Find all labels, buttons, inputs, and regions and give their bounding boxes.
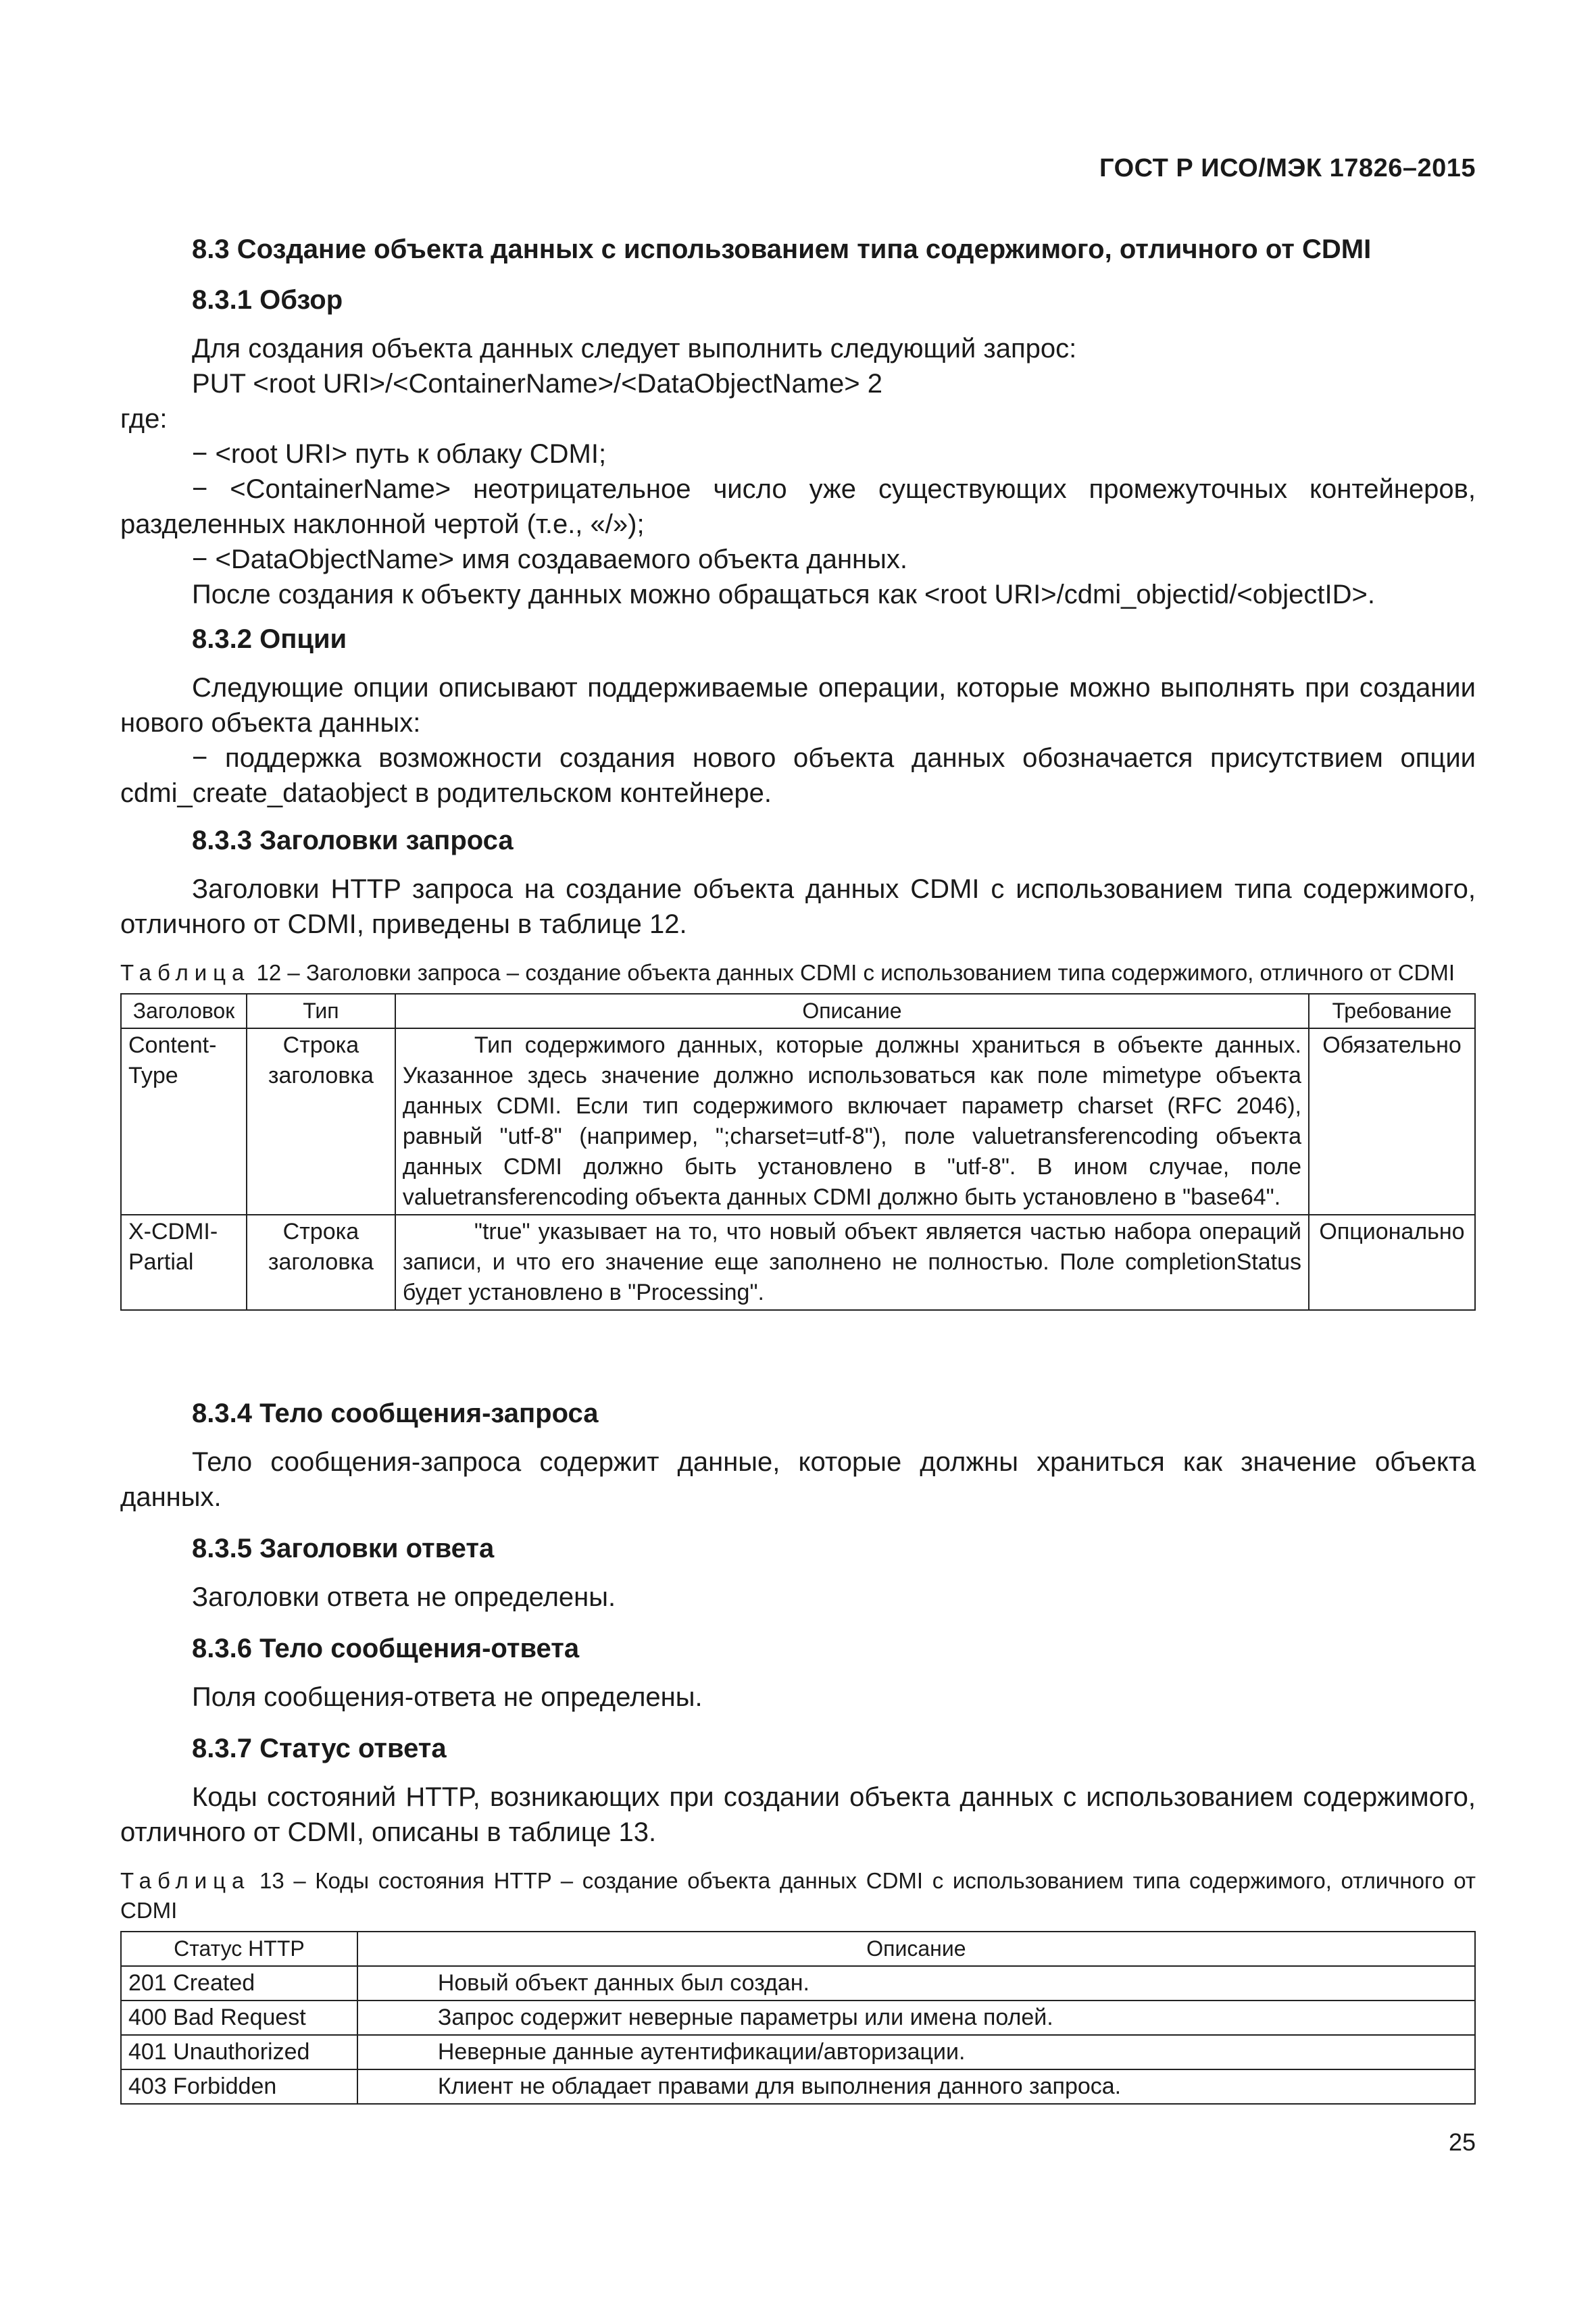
cell-type: Строка заголовка <box>247 1028 395 1215</box>
cell-status: 401 Unauthorized <box>121 2035 357 2069</box>
subsection-title: 8.3.5 Заголовки ответа <box>192 1534 495 1563</box>
table-row <box>121 1215 1475 1310</box>
subsection-8-3-7 <box>120 1732 1476 1850</box>
cell-header-name: Content-Type <box>121 1028 247 1215</box>
list-item: − <DataObjectName> имя создаваемого объекта данных. <box>192 545 908 574</box>
table-caption <box>120 958 1476 988</box>
status-table <box>120 1931 1476 2105</box>
subsection-title: 8.3.2 Опции <box>192 624 347 654</box>
cell-status: 400 Bad Request <box>121 2001 357 2035</box>
paragraph: Для создания объекта данных следует выполнить следующий запрос: <box>192 334 1077 363</box>
subsection-8-3-6 <box>120 1632 1476 1715</box>
section-title: 8.3 Создание объекта данных с использованием типа содержимого, отличного от CDMI <box>192 234 1372 264</box>
subsection-8-3-3 <box>120 824 1476 942</box>
subsection-8-3-2 <box>120 623 1476 811</box>
section-8-3 <box>120 233 1476 266</box>
paragraph: После создания к объекту данных можно обращаться как <root URI>/cdmi_objectid/<objectID>. <box>192 580 1375 609</box>
table-header-row <box>121 994 1475 1028</box>
paragraph: Тело сообщения-запроса содержит данные, которые должны храниться как значение объекта данных. <box>120 1447 1476 1512</box>
table-12 <box>120 958 1476 1311</box>
cell-header-name: X-CDMI-Partial <box>121 1215 247 1310</box>
column-header: Тип <box>247 994 395 1028</box>
caption-text: 13 – Коды состояния HTTP – создание объекта данных CDMI с использованием типа содержимого, отличного от CDMI <box>120 1868 1476 1923</box>
subsection-8-3-5 <box>120 1532 1476 1615</box>
headers-table <box>120 993 1476 1311</box>
description-text: Тип содержимого данных, которые должны храниться в объекте данных. Указанное здесь значение должно использоваться как поле mimetype объекта данных CDMI. Если тип содержимого включает параметр charset (RFC 2046), равный "utf-8" (например, ";charset=utf-8"), поле valuetransferencoding объекта данных CDMI должно быть установлено в "utf-8". В ином случае, поле valuetransferencoding объекта данных CDMI должно быть установлено в "base64". <box>402 1032 1301 1210</box>
table-13 <box>120 1866 1476 2105</box>
paragraph: Коды состояний HTTP, возникающих при создании объекта данных с использованием содержимого, отличного от CDMI, описаны в таблице 13. <box>120 1782 1476 1847</box>
description-text: "true" указывает на то, что новый объект является частью набора операций записи, и что его значение еще заполнено не полностью. Поле completionStatus будет установлено в "Processing". <box>402 1219 1301 1305</box>
page-number: 25 <box>1448 2128 1476 2156</box>
document-code: ГОСТ Р ИСО/МЭК 17826–2015 <box>1099 154 1476 182</box>
subsection-title: 8.3.7 Статус ответа <box>192 1734 447 1763</box>
subsection-title: 8.3.4 Тело сообщения-запроса <box>192 1399 599 1428</box>
table-row <box>121 2035 1475 2069</box>
table-header-row <box>121 1932 1475 1966</box>
table-row <box>121 2069 1475 2104</box>
cell-description: Новый объект данных был создан. <box>357 1966 1475 2001</box>
cell-description <box>395 1215 1309 1310</box>
column-header: Статус HTTP <box>121 1932 357 1966</box>
cell-description <box>395 1028 1309 1215</box>
subsection-title: 8.3.6 Тело сообщения-ответа <box>192 1634 580 1663</box>
list-item: − поддержка возможности создания нового объекта данных обозначается присутствием опции cdmi_create_dataobject в родительском контейнере. <box>120 743 1476 808</box>
caption-word: Таблица <box>120 1868 251 1893</box>
paragraph: Поля сообщения-ответа не определены. <box>192 1682 703 1712</box>
column-header: Заголовок <box>121 994 247 1028</box>
paragraph: Заголовки ответа не определены. <box>192 1582 616 1612</box>
caption-word: Таблица <box>120 960 251 985</box>
paragraph: Следующие опции описывают поддерживаемые операции, которые можно выполнять при создании нового объекта данных: <box>120 673 1476 738</box>
table-row <box>121 1966 1475 2001</box>
table-row <box>121 1028 1475 1215</box>
cell-requirement: Опционально <box>1309 1215 1475 1310</box>
caption-text: 12 – Заголовки запроса – создание объекта данных CDMI с использованием типа содержимого, отличного от CDMI <box>250 960 1455 985</box>
where-label: где: <box>120 404 168 434</box>
cell-status: 403 Forbidden <box>121 2069 357 2104</box>
list-item: − <root URI> путь к облаку CDMI; <box>192 439 607 469</box>
cell-description: Неверные данные аутентификации/авторизации. <box>357 2035 1475 2069</box>
cell-description: Запрос содержит неверные параметры или имена полей. <box>357 2001 1475 2035</box>
column-header: Требование <box>1309 994 1475 1028</box>
request-line: PUT <root URI>/<ContainerName>/<DataObjectName> 2 <box>192 369 882 399</box>
cell-status: 201 Created <box>121 1966 357 2001</box>
cell-description: Клиент не обладает правами для выполнения данного запроса. <box>357 2069 1475 2104</box>
subsection-8-3-4 <box>120 1397 1476 1515</box>
cell-type: Строка заголовка <box>247 1215 395 1310</box>
subsection-8-3-1 <box>120 284 1476 612</box>
subsection-title: 8.3.1 Обзор <box>192 285 343 315</box>
subsection-title: 8.3.3 Заголовки запроса <box>192 826 514 855</box>
column-header: Описание <box>357 1932 1475 1966</box>
table-row <box>121 2001 1475 2035</box>
column-header: Описание <box>395 994 1309 1028</box>
list-item: − <ContainerName> неотрицательное число уже существующих промежуточных контейнеров, разделенных наклонной чертой (т.е., «/»); <box>120 474 1476 539</box>
paragraph: Заголовки HTTP запроса на создание объекта данных CDMI с использованием типа содержимого, отличного от CDMI, приведены в таблице 12. <box>120 874 1476 939</box>
table-caption <box>120 1866 1476 1926</box>
cell-requirement: Обязательно <box>1309 1028 1475 1215</box>
